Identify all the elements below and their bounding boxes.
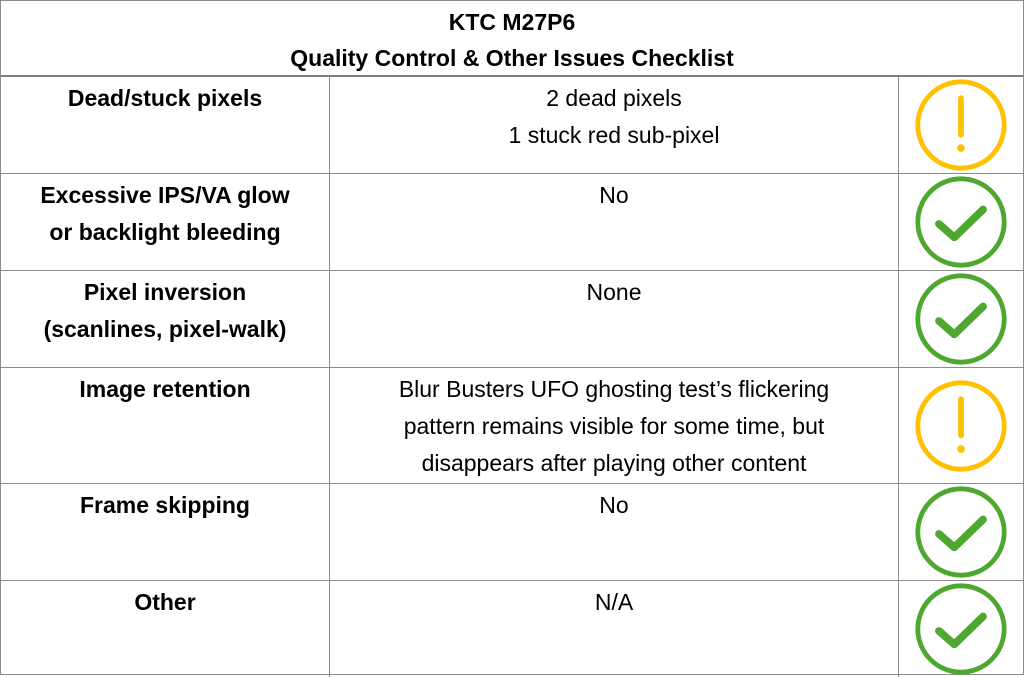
warning-icon	[913, 77, 1009, 173]
table-row	[1, 581, 1023, 677]
row-status	[899, 368, 1024, 484]
row-label: Frame skipping	[1, 484, 330, 581]
row-label: Excessive IPS/VA glow or backlight bleeding	[1, 174, 330, 271]
row-label: Pixel inversion (scanlines, pixel-walk)	[1, 271, 330, 368]
warning-icon	[913, 378, 1009, 474]
checkmark-icon	[913, 484, 1009, 580]
row-value: No	[330, 174, 899, 271]
title-model: KTC M27P6	[1, 4, 1023, 40]
row-status	[899, 581, 1024, 677]
table-row	[1, 77, 1023, 174]
row-value: No	[330, 484, 899, 581]
title-subtitle: Quality Control & Other Issues Checklist	[1, 40, 1023, 76]
row-value: N/A	[330, 581, 899, 677]
table-row	[1, 484, 1023, 581]
row-value: 2 dead pixels 1 stuck red sub-pixel	[330, 77, 899, 174]
row-label: Dead/stuck pixels	[1, 77, 330, 174]
table-title	[1, 1, 1023, 77]
table-row	[1, 271, 1023, 368]
checkmark-icon	[913, 581, 1009, 677]
checklist-rows	[1, 77, 1023, 677]
row-value: Blur Busters UFO ghosting test’s flickering pattern remains visible for some time, but disappears after playing other content	[330, 368, 899, 484]
row-status	[899, 174, 1024, 271]
row-status	[899, 484, 1024, 581]
table-row	[1, 368, 1023, 484]
row-status	[899, 77, 1024, 174]
checkmark-icon	[913, 174, 1009, 270]
checkmark-icon	[913, 271, 1009, 367]
row-value: None	[330, 271, 899, 368]
row-label: Image retention	[1, 368, 330, 484]
row-label: Other	[1, 581, 330, 677]
table-row	[1, 174, 1023, 271]
row-status	[899, 271, 1024, 368]
